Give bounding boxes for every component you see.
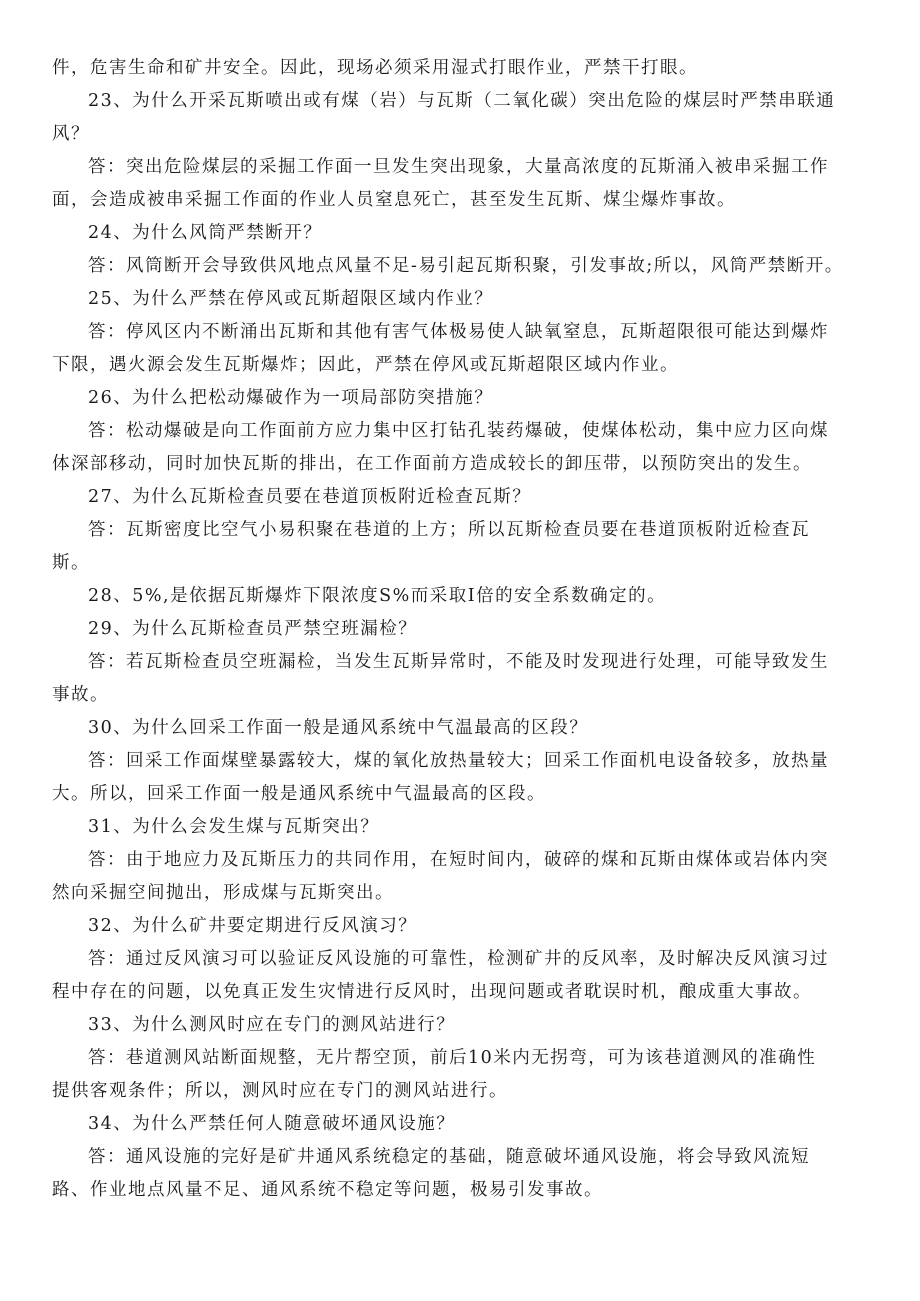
- text-line: 答：风筒断开会导致供风地点风量不足-易引起瓦斯积聚，引发事故;所以，风筒严禁断开。: [88, 256, 844, 276]
- text-line: 答：突出危险煤层的采掘工作面一旦发生突出现象，大量高浓度的瓦斯涌入被串采掘工作: [88, 157, 829, 177]
- text-line: 31、为什么会发生煤与瓦斯突出？: [88, 817, 380, 837]
- text-line: 30、为什么回采工作面一般是通风系统中气温最高的区段？: [88, 718, 589, 738]
- text-line: 面，会造成被串采掘工作面的作业人员窒息死亡，甚至发生瓦斯、煤尘爆炸事故。: [52, 190, 736, 210]
- text-line: 答：回采工作面煤壁暴露较大，煤的氧化放热量较大；回采工作面机电设备较多，放热量: [88, 751, 829, 771]
- text-line: 32、为什么矿井要定期进行反风演习？: [88, 916, 418, 936]
- text-line: 程中存在的问题，以免真正发生灾情进行反风时，出现问题或者耽误时机，酿成重大事故。: [52, 982, 812, 1002]
- text-line: 34、为什么严禁任何人随意破坏通风设施？: [88, 1114, 456, 1134]
- text-line: 33、为什么测风时应在专门的测风站进行？: [88, 1015, 456, 1035]
- text-line: 事故。: [52, 685, 109, 705]
- text-line: 26、为什么把松动爆破作为一项局部防突措施？: [88, 388, 494, 408]
- text-line: 24、为什么风筒严禁断开？: [88, 223, 323, 243]
- text-line: 23、为什么开采瓦斯喷出或有煤（岩）与瓦斯（二氧化碳）突出危险的煤层时严禁串联通: [88, 91, 836, 111]
- text-line: 路、作业地点风量不足、通风系统不稳定等问题，极易引发事故。: [52, 1180, 603, 1200]
- text-line: 下限，遇火源会发生瓦斯爆炸；因此，严禁在停风或瓦斯超限区域内作业。: [52, 355, 679, 375]
- text-line: 29、为什么瓦斯检查员严禁空班漏检？: [88, 619, 418, 639]
- text-line: 答：松动爆破是向工作面前方应力集中区打钻孔装药爆破，使煤体松动，集中应力区向煤: [88, 421, 829, 441]
- text-line: 件，危害生命和矿井安全。因此，现场必须采用湿式打眼作业，严禁干打眼。: [52, 58, 698, 78]
- text-line: 斯。: [52, 553, 90, 573]
- text-line: 答：瓦斯密度比空气小易积聚在巷道的上方；所以瓦斯检查员要在巷道顶板附近检查瓦: [88, 520, 810, 540]
- text-line: 风？: [52, 124, 90, 144]
- text-line: 答：由于地应力及瓦斯压力的共同作用，在短时间内，破碎的煤和瓦斯由煤体或岩体内突: [88, 850, 829, 870]
- document-body: [52, 52, 882, 1207]
- text-line: 28、5%,是依据瓦斯爆炸下限浓度S%而采取Ⅰ倍的安全系数确定的。: [88, 586, 667, 606]
- text-line: 25、为什么严禁在停风或瓦斯超限区域内作业？: [88, 289, 494, 309]
- text-line: 答：停风区内不断涌出瓦斯和其他有害气体极易使人缺氧窒息，瓦斯超限很可能达到爆炸: [88, 322, 829, 342]
- text-line: 答：通风设施的完好是矿井通风系统稳定的基础，随意破坏通风设施，将会导致风流短: [88, 1147, 810, 1167]
- text-line: 答：巷道测风站断面规整，无片帮空顶，前后10米内无拐弯，可为该巷道测风的准确性: [88, 1048, 817, 1068]
- text-line: 然向采掘空间抛出，形成煤与瓦斯突出。: [52, 883, 394, 903]
- text-line: 体深部移动，同时加快瓦斯的排出，在工作面前方造成较长的卸压带，以预防突出的发生。: [52, 454, 812, 474]
- text-line: 大。所以，回采工作面一般是通风系统中气温最高的区段。: [52, 784, 546, 804]
- text-line: 提供客观条件；所以，测风时应在专门的测风站进行。: [52, 1081, 508, 1101]
- text-line: 答：通过反风演习可以验证反风设施的可靠性，检测矿井的反风率，及时解决反风演习过: [88, 949, 829, 969]
- text-line: 27、为什么瓦斯检查员要在巷道顶板附近检查瓦斯？: [88, 487, 532, 507]
- text-line: 答：若瓦斯检查员空班漏检，当发生瓦斯异常时，不能及时发现进行处理，可能导致发生: [88, 652, 829, 672]
